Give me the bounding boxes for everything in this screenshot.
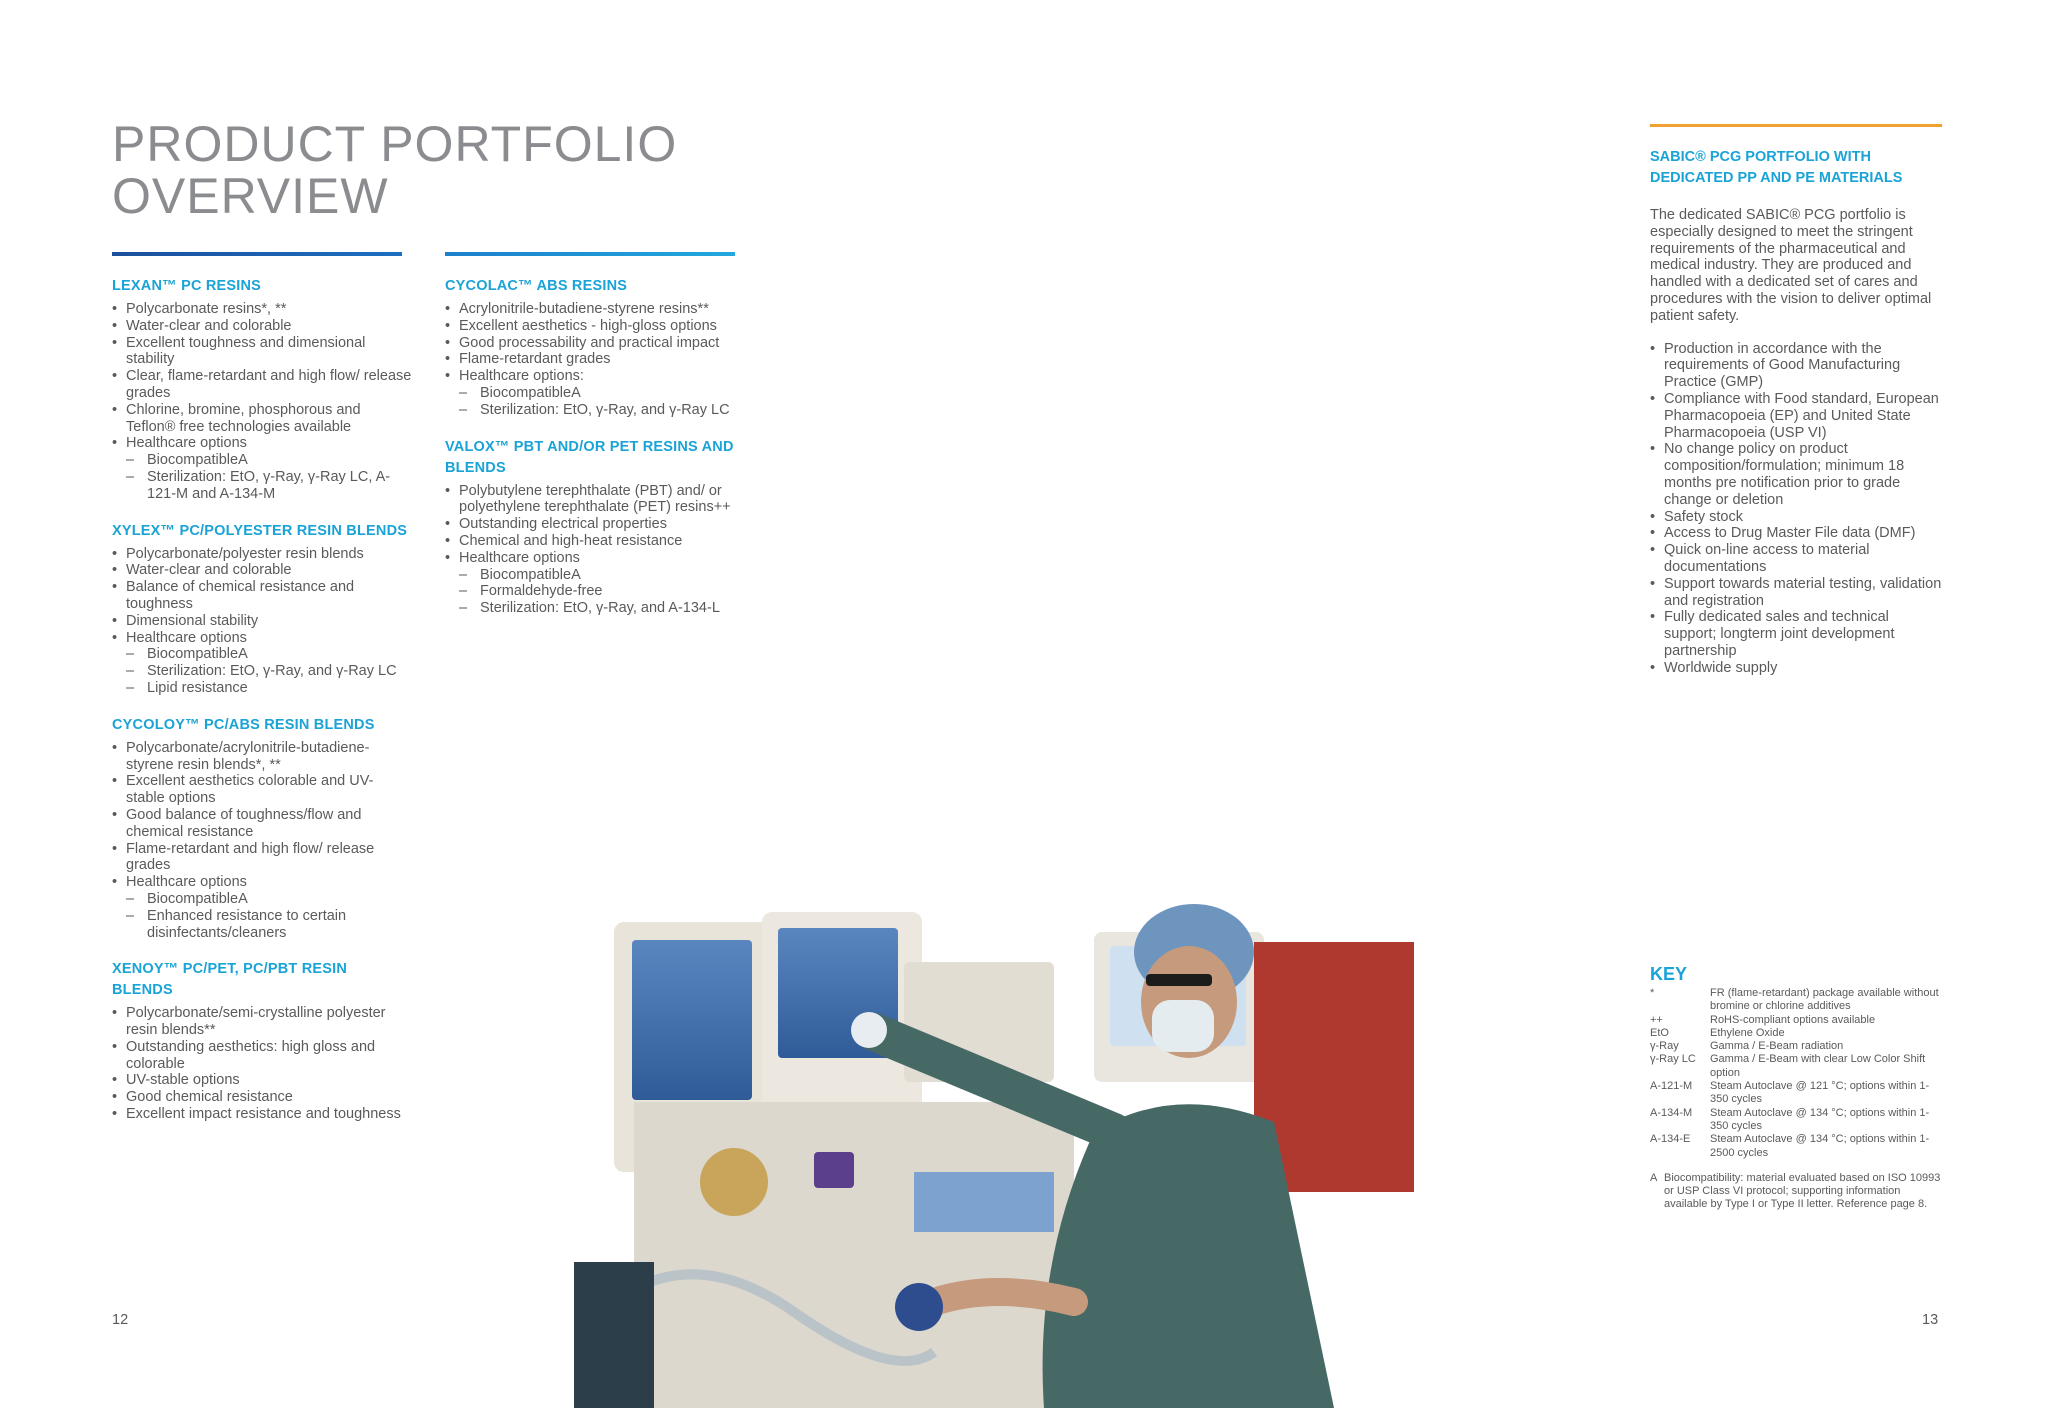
key-footnote <box>1650 1172 1945 1212</box>
surgeon-lower-arm <box>934 1292 1074 1302</box>
sub-list-item: – Sterilization: EtO, γ-Ray, and A-134-L <box>445 600 745 617</box>
list-item: • Excellent impact resistance and toughness <box>112 1106 412 1123</box>
key-row <box>1650 987 1945 1014</box>
sub-list-item: – Sterilization: EtO, γ-Ray, and γ-Ray LC <box>445 402 745 419</box>
list-item: • Excellent aesthetics - high-gloss options <box>445 318 745 335</box>
sub-list-item: – Lipid resistance <box>112 680 412 697</box>
sub-list-item: – Sterilization: EtO, γ-Ray, γ-Ray LC, A-121-M and A-134-M <box>112 469 412 503</box>
blue-bag <box>895 1283 943 1331</box>
section-lexan <box>112 276 412 503</box>
foreground-pole <box>574 1262 654 1408</box>
list-item: • Excellent aesthetics colorable and UV-stable options <box>112 773 412 807</box>
list-item: • Chlorine, bromine, phosphorous and Teflon® free technologies available <box>112 402 412 436</box>
key-row <box>1650 1133 1945 1160</box>
list-item: • UV-stable options <box>112 1072 412 1089</box>
list-item: • Flame-retardant grades <box>445 351 745 368</box>
purple-device <box>814 1152 854 1188</box>
list-item: • Polycarbonate resins*, ** <box>112 301 412 318</box>
sub-list-item: – BiocompatibleA <box>112 891 412 908</box>
blue-drape <box>914 1172 1054 1232</box>
list-item: • Healthcare options: <box>445 368 745 385</box>
key-description: Gamma / E-Beam radiation <box>1710 1040 1844 1053</box>
medical-photo <box>574 882 1454 1408</box>
section-heading: VALOX™ PBT AND/OR PET RESINS AND BLENDS <box>445 438 734 476</box>
section-heading: LEXAN™ PC RESINS <box>112 278 262 294</box>
list-item: • Quick on-line access to material documentations <box>1650 542 1942 576</box>
key-term: * <box>1650 987 1655 999</box>
list-item: • Balance of chemical resistance and toughness <box>112 579 412 613</box>
column-right-rule <box>1650 124 1942 127</box>
list-item: • Healthcare options <box>445 550 745 567</box>
pcg-heading: SABIC® PCG PORTFOLIO WITH DEDICATED PP AND PE MATERIALS <box>1650 149 1903 186</box>
key-description: Ethylene Oxide <box>1710 1026 1785 1039</box>
page-number-left: 12 <box>112 1312 129 1328</box>
key-description: Steam Autoclave @ 134 °C; options within 1-2500 cycles <box>1710 1133 1930 1159</box>
anesthesia-cart <box>634 1102 1074 1408</box>
section-xenoy <box>112 959 412 1123</box>
key-term: EtO <box>1650 1026 1669 1039</box>
bullet-list <box>445 301 745 419</box>
list-item: • Support towards material testing, validation and registration <box>1650 576 1942 610</box>
pcg-bullet-list <box>1650 341 1942 677</box>
sub-list-item: – Enhanced resistance to certain disinfectants/cleaners <box>112 908 412 942</box>
column-middle <box>445 252 745 635</box>
list-item: • Healthcare options <box>112 874 412 891</box>
key-rows <box>1650 987 1945 1160</box>
list-item: • Flame-retardant and high flow/ release grades <box>112 841 412 875</box>
sub-list-item: – BiocompatibleA <box>112 646 412 663</box>
key-description: FR (flame-retardant) package available without bromine or chlorine additives <box>1710 987 1939 1013</box>
key-footnote-text: Biocompatibility: material evaluated based on ISO 10993 or USP Class VI protocol; supporting information available by Type I or Type II letter. Reference page 8. <box>1664 1171 1941 1211</box>
section-heading: CYCOLAC™ ABS RESINS <box>445 278 628 294</box>
key-row <box>1650 1080 1945 1107</box>
list-item: • Good chemical resistance <box>112 1089 412 1106</box>
list-item: • Acrylonitrile-butadiene-styrene resins** <box>445 301 745 318</box>
title-line-2: OVERVIEW <box>112 168 389 224</box>
section-valox <box>445 437 745 617</box>
key-row <box>1650 1053 1945 1080</box>
list-item: • Worldwide supply <box>1650 660 1942 677</box>
pcg-intro: The dedicated SABIC® PCG portfolio is especially designed to meet the stringent requirements of the pharmaceutical and medical industry. They are produced and handled with a dedicated set of cares and procedures with the vision to deliver optimal patient safety. <box>1650 207 1932 324</box>
list-item: • Good processability and practical impact <box>445 335 745 352</box>
sub-list-item: – BiocompatibleA <box>445 385 745 402</box>
title-line-1: PRODUCT PORTFOLIO <box>112 116 678 172</box>
list-item: • Safety stock <box>1650 509 1942 526</box>
bullet-list <box>112 1005 412 1123</box>
key-heading: KEY <box>1650 964 1688 984</box>
sub-list-item: – BiocompatibleA <box>112 452 412 469</box>
list-item: • Access to Drug Master File data (DMF) <box>1650 525 1942 542</box>
list-item: • Water-clear and colorable <box>112 562 412 579</box>
list-item: • Healthcare options <box>112 435 412 452</box>
key-description: Gamma / E-Beam with clear Low Color Shift option <box>1710 1053 1926 1079</box>
list-item: • Dimensional stability <box>112 613 412 630</box>
list-item: • Polycarbonate/acrylonitrile-butadiene-styrene resin blends*, ** <box>112 740 412 774</box>
key-term: γ-Ray LC <box>1650 1053 1696 1066</box>
key-legend <box>1650 964 1945 1212</box>
key-row <box>1650 1040 1945 1053</box>
bullet-list <box>112 546 412 697</box>
list-item: • Good balance of toughness/flow and chemical resistance <box>112 807 412 841</box>
key-row <box>1650 1107 1945 1134</box>
bullet-list <box>112 301 412 503</box>
page-number-right: 13 <box>1922 1312 1939 1328</box>
list-item: • Polycarbonate/polyester resin blends <box>112 546 412 563</box>
sub-list-item: – BiocompatibleA <box>445 567 745 584</box>
key-description: RoHS-compliant options available <box>1710 1013 1876 1026</box>
section-heading: CYCOLOY™ PC/ABS RESIN BLENDS <box>112 716 375 733</box>
bullet-list <box>445 483 745 617</box>
section-heading: XENOY™ PC/PET, PC/PBT RESIN BLENDS <box>112 961 348 999</box>
section-heading: XYLEX™ PC/POLYESTER RESIN BLENDS <box>112 522 408 539</box>
medical-photo-illustration <box>574 882 1454 1408</box>
key-term: γ-Ray <box>1650 1040 1679 1053</box>
section-xylex <box>112 521 412 697</box>
key-row <box>1650 1027 1945 1040</box>
column-left-rule <box>112 252 402 256</box>
key-description: Steam Autoclave @ 121 °C; options within 1-350 cycles <box>1710 1080 1930 1106</box>
key-row <box>1650 1014 1945 1027</box>
column-right <box>1650 124 1942 677</box>
monitor-left-screen <box>632 940 752 1100</box>
list-item: • Clear, flame-retardant and high flow/ release grades <box>112 368 412 402</box>
list-item: • Compliance with Food standard, European Pharmacopoeia (EP) and United State Pharmacopoeia (USP VI) <box>1650 391 1942 441</box>
list-item: • Outstanding aesthetics: high gloss and colorable <box>112 1039 412 1073</box>
key-term: A-134-E <box>1650 1133 1691 1146</box>
list-item: • Polycarbonate/semi-crystalline polyester resin blends** <box>112 1005 412 1039</box>
key-term: A-134-M <box>1650 1106 1693 1119</box>
section-cycolac <box>445 276 745 419</box>
sub-list-item: – Sterilization: EtO, γ-Ray, and γ-Ray LC <box>112 663 412 680</box>
list-item: • Chemical and high-heat resistance <box>445 533 745 550</box>
list-item: • Production in accordance with the requirements of Good Manufacturing Practice (GMP) <box>1650 341 1942 391</box>
surgeon-mask <box>1152 1000 1214 1052</box>
list-item: • Healthcare options <box>112 630 412 647</box>
page-title <box>112 118 677 222</box>
surgeon-glasses <box>1146 974 1212 986</box>
list-item: • Outstanding electrical properties <box>445 516 745 533</box>
column-middle-rule <box>445 252 735 256</box>
bullet-list <box>112 740 412 942</box>
canister <box>700 1148 768 1216</box>
list-item: • Fully dedicated sales and technical support; longterm joint development partnership <box>1650 609 1942 659</box>
sub-list-item: – Formaldehyde-free <box>445 583 745 600</box>
list-item: • Polybutylene terephthalate (PBT) and/ or polyethylene terephthalate (PET) resins++ <box>445 483 745 517</box>
gloved-hand <box>851 1012 887 1048</box>
section-cycoloy <box>112 715 412 942</box>
key-term: A-121-M <box>1650 1080 1693 1093</box>
list-item: • No change policy on product composition/formulation; minimum 18 months pre notification prior to grade change or deletion <box>1650 441 1942 508</box>
list-item: • Water-clear and colorable <box>112 318 412 335</box>
key-term: ++ <box>1650 1013 1663 1026</box>
key-description: Steam Autoclave @ 134 °C; options within 1-350 cycles <box>1710 1106 1930 1132</box>
column-left <box>112 252 412 1141</box>
list-item: • Excellent toughness and dimensional stability <box>112 335 412 369</box>
key-footnote-marker: A <box>1650 1171 1658 1184</box>
